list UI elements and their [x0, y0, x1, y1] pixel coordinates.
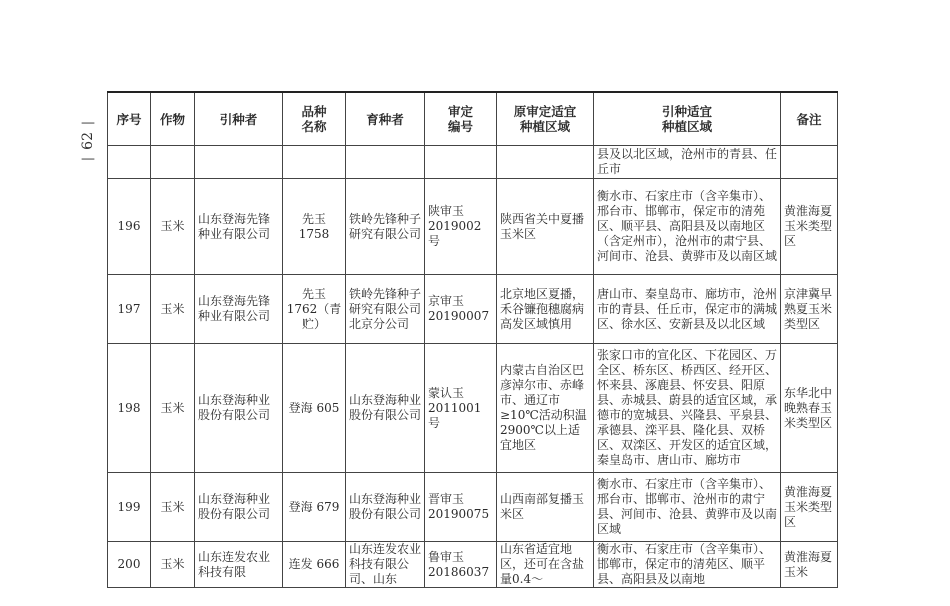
header-remark: 备注 — [781, 92, 838, 146]
cell-crop: 玉米 — [151, 473, 195, 542]
cell-breeder: 山东登海种业股份有限公司 — [346, 344, 425, 473]
header-introducer: 引种者 — [195, 92, 283, 146]
cell-orig-area: 山西南部复播玉米区 — [497, 473, 594, 542]
cell-approval-no: 晋审玉20190075 — [425, 473, 497, 542]
header-no: 序号 — [108, 92, 151, 146]
cell-breeder: 山东登海种业股份有限公司 — [346, 473, 425, 542]
cell-remark: 黄淮海夏玉米 — [781, 542, 838, 588]
cell-approval-no: 鲁审玉20186037 — [425, 542, 497, 588]
cell-introducer: 山东登海先锋种业有限公司 — [195, 275, 283, 344]
cell-approval-no: 京审玉20190007 — [425, 275, 497, 344]
cell-no: 196 — [108, 179, 151, 275]
table-row — [108, 473, 838, 542]
cell-crop: 玉米 — [151, 344, 195, 473]
page-number-dash-bottom: — — [81, 150, 95, 167]
header-breeder: 育种者 — [346, 92, 425, 146]
cell-approval-no: 陕审玉2019002号 — [425, 179, 497, 275]
cell-intro-area: 县及以北区域，沧州市的青县、任丘市 — [594, 146, 781, 179]
cell-breeder: 铁岭先锋种子研究有限公司 — [346, 179, 425, 275]
cell-intro-area: 衡水市、石家庄市（含辛集市）、邯郸市，保定市的清苑区、顺平县、高阳县及以南地 — [594, 542, 781, 588]
cell-no: 197 — [108, 275, 151, 344]
table-row-continuation — [108, 146, 838, 179]
cell-no: 199 — [108, 473, 151, 542]
cell-breeder: 山东连发农业科技有限公司、山东 — [346, 542, 425, 588]
cell-intro-area: 衡水市、石家庄市（含辛集市）、邢台市、邯郸市，保定市的清苑区、顺平县、高阳县及以南地区（含定州市），沧州市的肃宁县、河间市、沧县、黄骅市及以南区域 — [594, 179, 781, 275]
cell-variety: 登海 605 — [283, 344, 346, 473]
header-crop: 作物 — [151, 92, 195, 146]
cell-no: 198 — [108, 344, 151, 473]
page-number-value: 62 — [80, 132, 96, 150]
cell-introducer: 山东连发农业科技有限 — [195, 542, 283, 588]
table-row — [108, 179, 838, 275]
cell-orig-area: 山东省适宜地区，还可在含盐量0.4～ — [497, 542, 594, 588]
cell-orig-area: 陕西省关中夏播玉米区 — [497, 179, 594, 275]
cell-approval-no: 蒙认玉2011001号 — [425, 344, 497, 473]
table-row — [108, 275, 838, 344]
cell-orig-area: 北京地区夏播，禾谷镰孢穗腐病高发区域慎用 — [497, 275, 594, 344]
cell-crop: 玉米 — [151, 542, 195, 588]
cell-crop: 玉米 — [151, 179, 195, 275]
header-orig-area: 原审定适宜种植区域 — [497, 92, 594, 146]
table-row — [108, 344, 838, 473]
cell-breeder: 铁岭先锋种子研究有限公司北京分公司 — [346, 275, 425, 344]
cell-orig-area: 内蒙古自治区巴彦淖尔市、赤峰市、通辽市≥10℃活动积温2900℃以上适宜地区 — [497, 344, 594, 473]
cell-intro-area: 张家口市的宣化区、下花园区、万全区、桥东区、桥西区、经开区、怀来县、涿鹿县、怀安县、阳原县、赤城县、蔚县的适宜区域，承德市的宽城县、兴隆县、平泉县、承德县、滦平县、隆化县、双桥区、双滦区、开发区的适宜区域，秦皇岛市、唐山市、廊坊市 — [594, 344, 781, 473]
page-number-dash-top: — — [81, 115, 95, 131]
table-row — [108, 542, 838, 588]
header-intro-area: 引种适宜种植区域 — [594, 92, 781, 146]
cell-remark: 黄淮海夏玉米类型区 — [781, 473, 838, 542]
cell-crop: 玉米 — [151, 275, 195, 344]
cell-remark: 黄淮海夏玉米类型区 — [781, 179, 838, 275]
table-header-row — [108, 92, 838, 146]
cell-intro-area: 唐山市、秦皇岛市、廊坊市，沧州市的青县、任丘市，保定市的满城区、徐水区、安新县及以北区域 — [594, 275, 781, 344]
cell-introducer: 山东登海种业股份有限公司 — [195, 344, 283, 473]
header-variety: 品种名称 — [283, 92, 346, 146]
cell-intro-area: 衡水市、石家庄市（含辛集市）、邢台市、邯郸市、沧州市的肃宁县、河间市、沧县、黄骅市及以南区域 — [594, 473, 781, 542]
cell-remark: 东华北中晚熟春玉米类型区 — [781, 344, 838, 473]
cell-no: 200 — [108, 542, 151, 588]
cell-variety: 先玉 1762（青贮） — [283, 275, 346, 344]
cell-remark: 京津冀早熟夏玉米类型区 — [781, 275, 838, 344]
variety-intro-table — [107, 91, 838, 588]
cell-variety: 先玉 1758 — [283, 179, 346, 275]
page-number — [76, 115, 100, 167]
cell-variety: 连发 666 — [283, 542, 346, 588]
cell-introducer: 山东登海种业股份有限公司 — [195, 473, 283, 542]
cell-introducer: 山东登海先锋种业有限公司 — [195, 179, 283, 275]
cell-variety: 登海 679 — [283, 473, 346, 542]
header-approval-no: 审定编号 — [425, 92, 497, 146]
